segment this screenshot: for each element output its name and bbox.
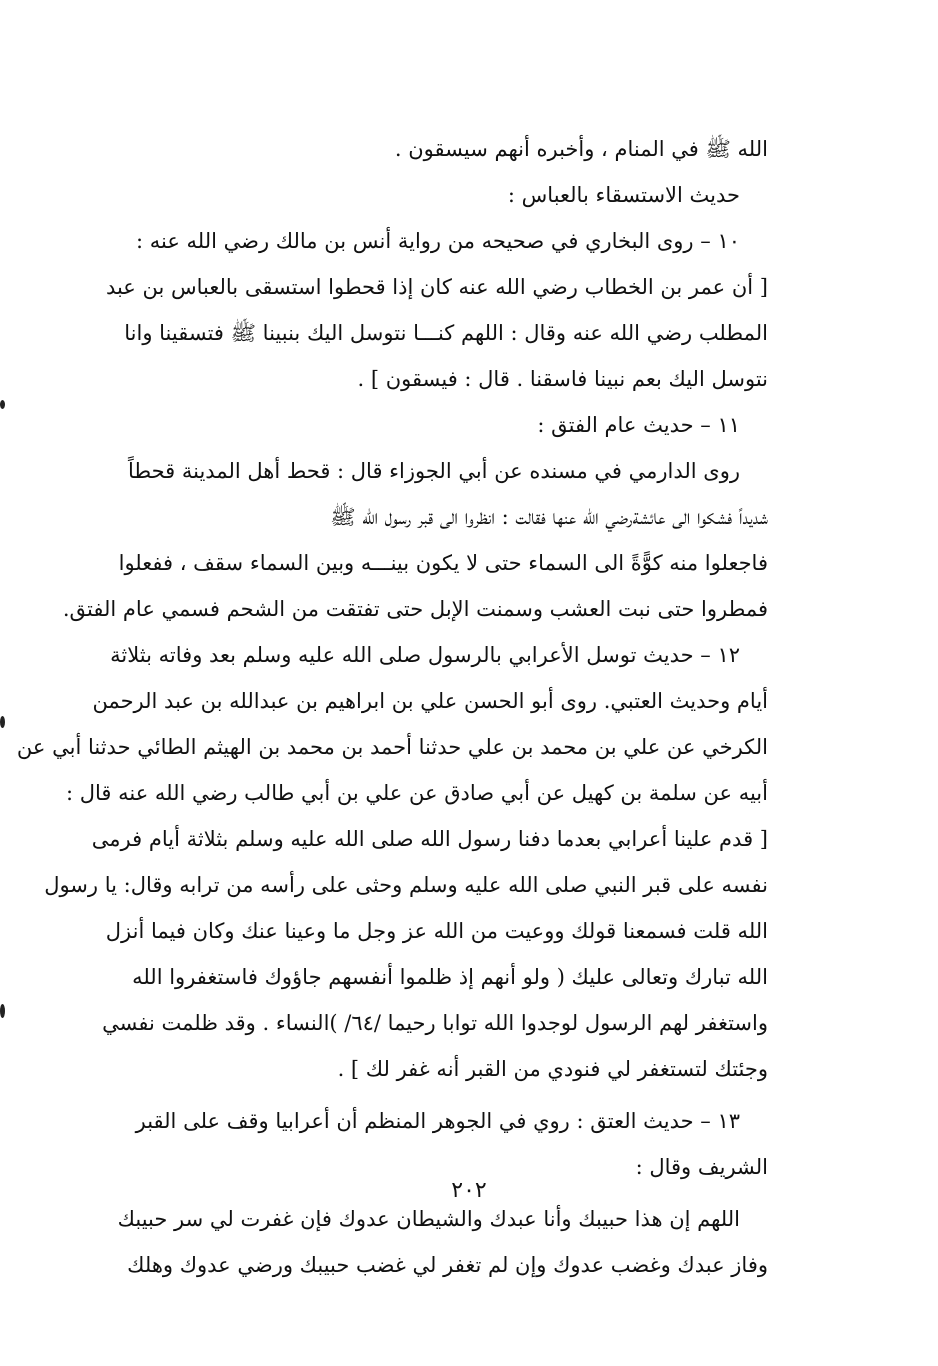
text-line: [ قدم علينا أعرابي بعدما دفنا رسول الله صلى الله عليه وسلم بثلاثة أيام فرمى [91, 827, 768, 851]
text-line: الله قلت فسمعنا قولك ووعيت من الله عز وجل ما وعينا عنك وكان فيما أنزل [105, 919, 768, 943]
page-number: ٢٠٢ [451, 1178, 487, 1203]
section-heading: ١٣ – حديث العتق : روي في الجوهر المنظم أن أعرابيا وقف على القبر [135, 1109, 740, 1133]
text-line: المطلب رضي الله عنه وقال : اللهم كنـــا نتوسل اليك بنبينا ﷺ فتسقينا وانا [124, 321, 768, 345]
text-line: الله تبارك وتعالى عليك ( ولو أنهم إذ ظلموا أنفسهم جاؤوك فاستغفروا الله [132, 965, 768, 989]
text-line: فمطروا حتى نبت العشب وسمنت الإبل حتى تفتقت من الشحم فسمي عام الفتق. [62, 597, 768, 621]
text-line: نتوسل اليك بعم نبينا فاسقنا . قال : فيسقون ] . [357, 367, 768, 391]
text-line: شديداً فشكوا الى عائشةرضي الله عنها فقالت : انظروا الى قبر رسول الله ﷺ [330, 505, 768, 529]
text-line: أبيه عن سلمة بن كهيل عن أبي صادق عن علي بن أبي طالب رضي الله عنه قال : [65, 781, 768, 805]
text-line: نفسه على قبر النبي صلى الله عليه وسلم وحثى على رأسه من ترابه وقال: يا رسول [44, 873, 768, 897]
text-line: واستغفر لهم الرسول لوجدوا الله توابا رحيما /٦٤/ )النساء . وقد ظلمت نفسي [102, 1011, 768, 1035]
text-line: فاجعلوا منه كوًّةً الى السماء حتى لا يكون بينـــه وبين السماء سقف ، ففعلوا [118, 551, 768, 575]
text-line: اللهم إن هذا حبيبك وأنا عبدك والشيطان عدوك فإن غفرت لي سر حبيبك [117, 1207, 740, 1231]
binding-hole-mark [0, 716, 5, 728]
binding-hole-mark [0, 400, 5, 409]
binding-hole-mark [0, 1004, 5, 1018]
section-heading: ١٢ – حديث توسل الأعرابي بالرسول صلى الله عليه وسلم بعد وفاته بثلاثة [110, 643, 740, 667]
text-line: أيام وحديث العتبي. روى أبو الحسن علي بن ابراهيم بن عبدالله بن عبد الرحمن [92, 689, 768, 713]
text-line: وجئتك لتستغفر لي فنودي من القبر أنه غفر لك ] . [337, 1057, 768, 1081]
text-line: الله ﷺ في المنام ، وأخبره أنهم سيسقون . [394, 137, 768, 161]
text-line: روى الدارمي في مسنده عن أبي الجوزاء قال : قحط أهل المدينة قحطاً [127, 459, 740, 483]
text-line: الشريف وقال : [635, 1155, 768, 1179]
section-heading: ١١ – حديث عام الفتق : [537, 413, 740, 437]
text-line: [ أن عمر بن الخطاب رضي الله عنه كان إذا قحطوا استسقى بالعباس بن عبد [105, 275, 768, 299]
text-line: ١٠ – روى البخاري في صحيحه من رواية أنس بن مالك رضي الله عنه : [135, 229, 740, 253]
text-line: الكرخي عن علي بن محمد بن علي حدثنا أحمد بن محمد بن الهيثم الطائي حدثنا أبي عن [16, 735, 768, 759]
text-line: وفاز عبدك وغضب عدوك وإن لم تغفر لي غضب حبيبك ورضي عدوك وهلك [127, 1253, 768, 1277]
page-body-text [16, 126, 768, 1288]
section-heading: حديث الاستسقاء بالعباس : [507, 183, 740, 207]
